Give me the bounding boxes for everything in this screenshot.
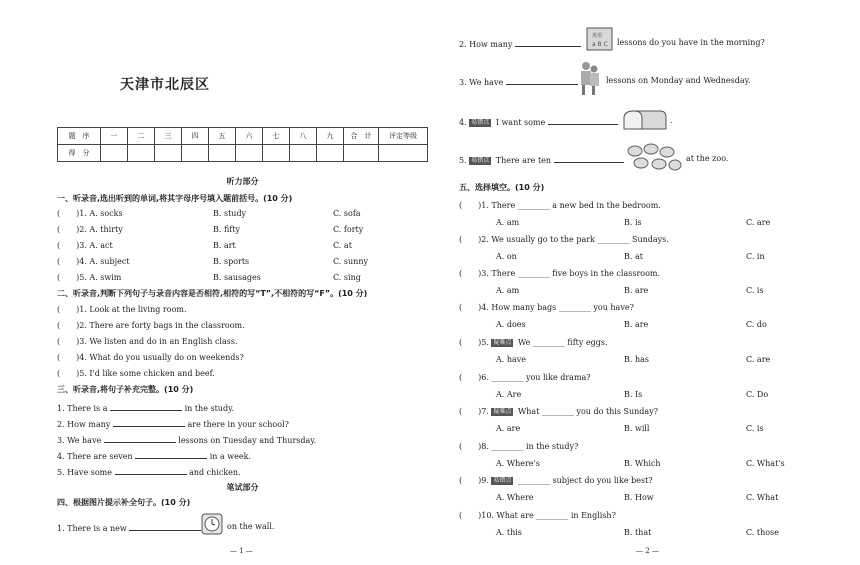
fill-sentence — [57, 402, 234, 414]
question-text: ( )4. How many bags ________ you have? — [459, 303, 634, 312]
question-body: What ________ you do this Sunday? — [517, 407, 658, 416]
answer-blank[interactable] — [506, 76, 578, 85]
section-4-heading: 四、根据图片提示补全句子。(10 分) — [57, 498, 191, 507]
sentence-end: lessons do you have in the morning? — [617, 38, 765, 47]
sentence-start: 4. There are seven — [57, 452, 133, 461]
answer-blank[interactable] — [135, 450, 207, 459]
option-b: B. study — [213, 209, 247, 218]
error-prone-badge: 易错点 — [471, 157, 490, 164]
option-c: C. forty — [333, 225, 364, 234]
sentence-end: lessons on Monday and Wednesday. — [606, 76, 751, 85]
score-table-cell: 题 序 — [58, 128, 101, 145]
option-b: B. will — [624, 424, 650, 433]
sentence-end: in a week. — [209, 452, 251, 461]
fill-sentence — [57, 434, 316, 446]
sentence-start: 1. There is a — [57, 404, 108, 413]
question-number: ( )9. — [459, 476, 489, 485]
fill-sentence — [57, 466, 241, 478]
option-c: C. at — [333, 241, 352, 250]
option-b: B. sausages — [213, 273, 261, 282]
fill-sentence — [459, 76, 578, 88]
question-text: ( )10. What are ________ in English? — [459, 511, 616, 520]
option-b: B. How — [624, 493, 654, 502]
section-2-heading: 二、听录音,判断下列句子与录音内容是否相符,相符的写“T”,不相符的写“F”。(10 分) — [57, 289, 368, 298]
option-b: B. are — [624, 320, 649, 329]
score-table-cell: 一 — [101, 128, 128, 145]
difficult-point-badge: 疑难点 — [493, 408, 512, 415]
error-prone-badge: 易错点 — [493, 477, 512, 484]
option-c: C. sunny — [333, 257, 369, 266]
option-b: B. has — [624, 355, 649, 364]
sentence-start: 3. We have — [459, 78, 504, 87]
option-a: A. Are — [496, 390, 522, 399]
option-b: B. that — [624, 528, 652, 537]
question-text: ( )5. A. swim — [57, 273, 122, 282]
question-text: ( )6. ________ you like drama? — [459, 373, 591, 382]
option-a: A. are — [496, 424, 521, 433]
listening-heading: 听力部分 — [226, 177, 259, 186]
option-a: A. does — [496, 320, 526, 329]
page-number: — 1 — — [230, 547, 253, 555]
answer-blank[interactable] — [515, 38, 581, 47]
option-a: A. Where's — [496, 459, 540, 468]
sentence-end: lessons on Tuesday and Thursday. — [178, 436, 317, 445]
question-text — [459, 476, 653, 486]
score-table-cell: 四 — [182, 128, 209, 145]
sentence-start: 2. How many — [459, 40, 513, 49]
question-text — [459, 338, 608, 348]
answer-blank[interactable] — [115, 466, 187, 475]
question-text: ( )2. There are forty bags in the classroom. — [57, 321, 245, 330]
bread-icon — [620, 108, 668, 132]
option-a: A. Where — [496, 493, 534, 502]
svg-text:a B C: a B C — [592, 41, 608, 48]
score-cell-empty[interactable] — [155, 145, 182, 162]
option-c: C. What's — [746, 459, 785, 468]
sentence-start: I want some — [495, 118, 546, 127]
fill-sentence — [459, 154, 624, 166]
written-heading: 笔试部分 — [226, 483, 259, 492]
answer-blank[interactable] — [110, 402, 182, 411]
question-text: ( )5. I'd like some chicken and beef. — [57, 369, 215, 378]
sentence-start: 3. We have — [57, 436, 102, 445]
option-a: A. am — [496, 218, 520, 227]
option-a: A. this — [496, 528, 522, 537]
question-number: ( )5. — [459, 338, 489, 347]
question-text: ( )2. A. thirty — [57, 225, 123, 234]
option-b: B. fifty — [213, 225, 240, 234]
answer-blank[interactable] — [129, 522, 201, 531]
error-prone-badge: 易错点 — [471, 119, 490, 126]
section-3-heading: 三、听录音,将句子补充完整。(10 分) — [57, 385, 194, 394]
score-table-cell: 八 — [290, 128, 317, 145]
score-cell-empty[interactable] — [317, 145, 344, 162]
sentence-end: are there in your school? — [187, 420, 289, 429]
textbook-icon — [586, 27, 614, 51]
fill-sentence — [57, 450, 251, 462]
question-text — [459, 407, 658, 417]
option-c: C. sing — [333, 273, 361, 282]
option-a: A. am — [496, 286, 520, 295]
option-c: C. is — [746, 424, 764, 433]
sentence-start: 2. How many — [57, 420, 111, 429]
sentence-end: and chicken. — [189, 468, 241, 477]
option-a: A. have — [496, 355, 527, 364]
sentence-start: There are ten — [495, 156, 552, 165]
sentence-start: 1. There is a new — [57, 524, 127, 533]
fill-sentence — [459, 116, 618, 128]
score-table — [57, 127, 428, 162]
clock-icon — [200, 513, 224, 535]
option-c: C. in — [746, 252, 765, 261]
question-number: 5. — [459, 156, 467, 165]
svg-text:英语: 英语 — [592, 33, 603, 39]
option-b: B. sports — [213, 257, 250, 266]
score-cell-empty[interactable] — [263, 145, 290, 162]
score-cell-empty[interactable] — [182, 145, 209, 162]
question-body: ________ subject do you like best? — [517, 476, 653, 485]
animals-icon — [625, 141, 683, 173]
score-cell-empty[interactable] — [344, 145, 379, 162]
score-table-cell: 三 — [155, 128, 182, 145]
option-c: C. What — [746, 493, 779, 502]
question-text: ( )8. ________ in the study? — [459, 442, 579, 451]
question-text: ( )3. We listen and do in an English class. — [57, 337, 238, 346]
score-table-cell: 二 — [128, 128, 155, 145]
answer-blank[interactable] — [104, 434, 176, 443]
option-b: B. art — [213, 241, 236, 250]
score-table-cell: 得 分 — [58, 145, 101, 162]
option-c: C. Do — [746, 390, 769, 399]
score-table-score-row — [58, 145, 428, 162]
students-icon — [578, 60, 600, 96]
section-1-heading: 一、听录音,选出听到的单词,将其字母序号填入题前括号。(10 分) — [57, 194, 293, 203]
score-cell-empty[interactable] — [290, 145, 317, 162]
sentence-start: 5. Have some — [57, 468, 112, 477]
fill-sentence — [57, 418, 289, 430]
option-b: B. at — [624, 252, 643, 261]
answer-blank[interactable] — [113, 418, 185, 427]
score-cell-empty[interactable] — [236, 145, 263, 162]
option-c: C. are — [746, 355, 771, 364]
sentence-end: at the zoo. — [686, 154, 729, 163]
page-2 — [430, 0, 860, 565]
question-body: We ________ fifty eggs. — [517, 338, 608, 347]
score-table-cell: 六 — [236, 128, 263, 145]
score-table-cell: 九 — [317, 128, 344, 145]
score-table-cell: 评定等级 — [379, 128, 428, 145]
score-cell-empty[interactable] — [209, 145, 236, 162]
score-cell-empty[interactable] — [128, 145, 155, 162]
sentence-end: on the wall. — [227, 522, 275, 531]
question-text: ( )3. A. act — [57, 241, 113, 250]
score-table-header-row — [58, 128, 428, 145]
option-b: B. Which — [624, 459, 661, 468]
page-number: — 2 — — [636, 547, 659, 555]
score-table-cell: 七 — [263, 128, 290, 145]
fill-sentence — [57, 522, 201, 534]
answer-blank[interactable] — [548, 116, 618, 125]
score-cell-empty[interactable] — [101, 145, 128, 162]
option-b: B. is — [624, 218, 642, 227]
fill-sentence — [459, 38, 581, 50]
question-text: ( )4. What do you usually do on weekends? — [57, 353, 244, 362]
question-text: ( )4. A. subject — [57, 257, 130, 266]
sentence-end: in the study. — [184, 404, 235, 413]
score-table-cell: 合 计 — [344, 128, 379, 145]
score-table-cell: 五 — [209, 128, 236, 145]
option-c: C. those — [746, 528, 779, 537]
question-text: ( )1. Look at the living room. — [57, 305, 187, 314]
question-text: ( )1. There ________ a new bed in the bedroom. — [459, 201, 661, 210]
question-number: ( )7. — [459, 407, 489, 416]
question-text: ( )1. A. socks — [57, 209, 123, 218]
question-number: 4. — [459, 118, 467, 127]
option-c: C. is — [746, 286, 764, 295]
option-c: C. are — [746, 218, 771, 227]
page-title: 天津市北辰区 — [120, 77, 210, 93]
score-cell-empty[interactable] — [379, 145, 428, 162]
option-c: C. sofa — [333, 209, 361, 218]
option-c: C. do — [746, 320, 767, 329]
answer-blank[interactable] — [554, 154, 624, 163]
option-b: B. are — [624, 286, 649, 295]
option-b: B. Is — [624, 390, 643, 399]
difficult-point-badge: 疑难点 — [493, 339, 512, 346]
sentence-end: . — [670, 116, 673, 125]
question-text: ( )2. We usually go to the park ________ Sundays. — [459, 235, 669, 244]
option-a: A. on — [496, 252, 517, 261]
section-5-heading: 五、选择填空。(10 分) — [459, 183, 545, 192]
question-text: ( )3. There ________ five boys in the classroom. — [459, 269, 661, 278]
